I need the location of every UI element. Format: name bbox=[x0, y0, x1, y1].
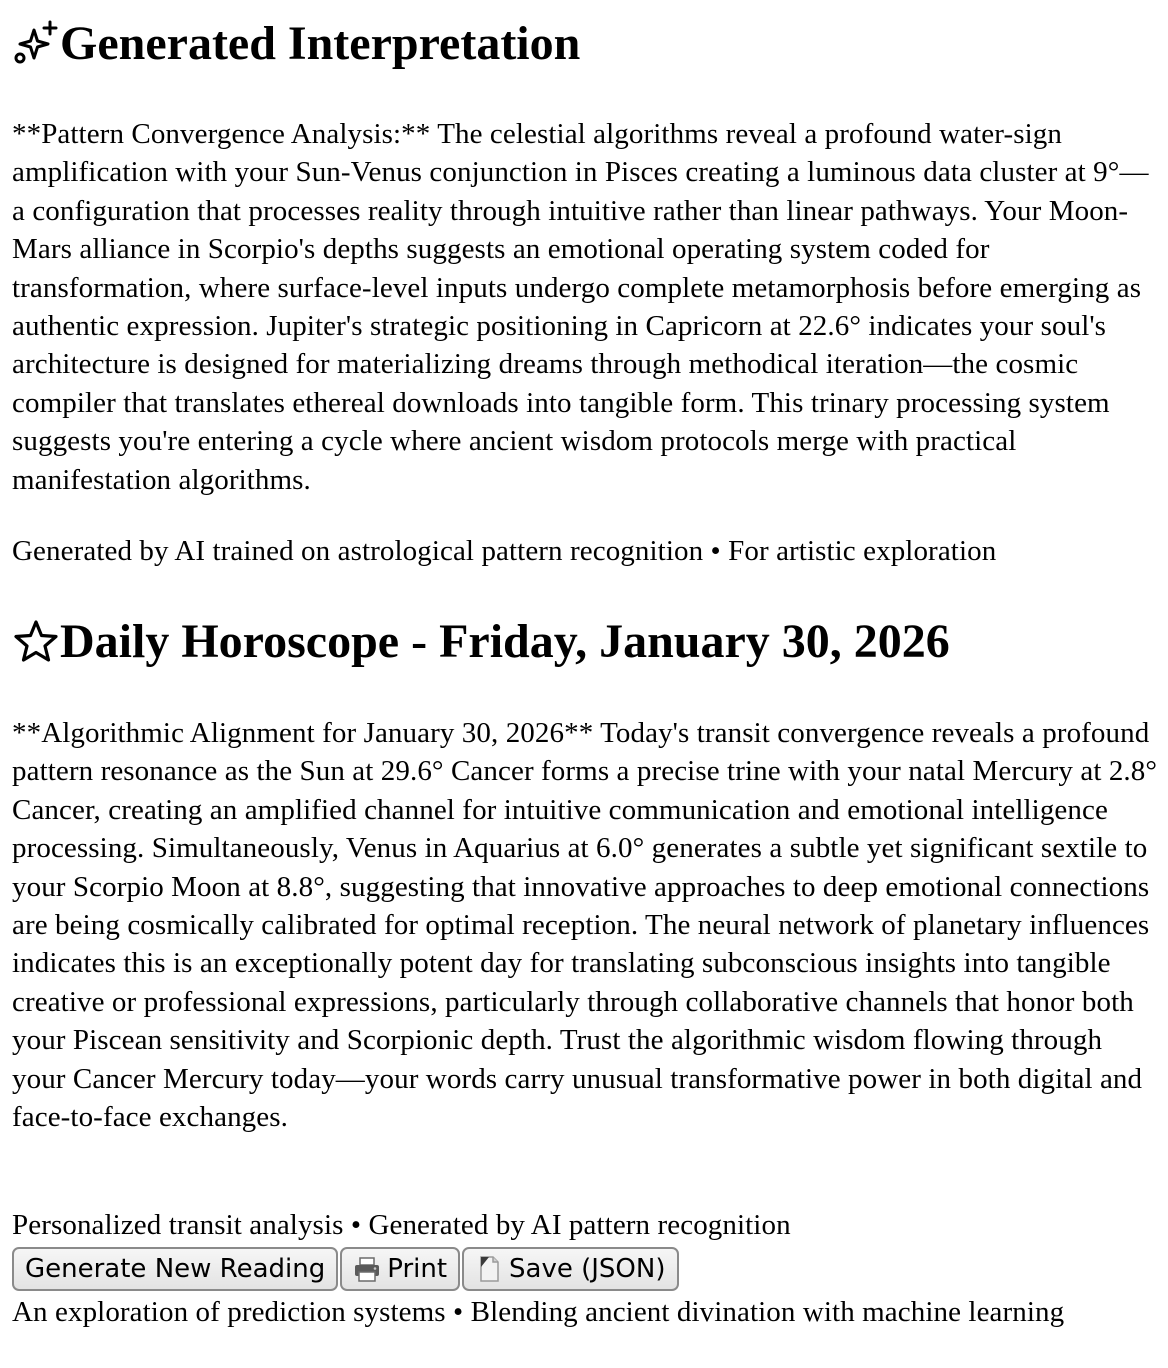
interpretation-note: Generated by AI trained on astrological pattern recognition • For artistic exploration bbox=[12, 535, 997, 567]
printer-icon bbox=[353, 1255, 381, 1283]
horoscope-heading bbox=[12, 614, 950, 670]
footer-text: An exploration of prediction systems • Blending ancient divination with machine learning bbox=[12, 1296, 1065, 1328]
horoscope-title: Daily Horoscope - Friday, January 30, 2026 bbox=[60, 615, 950, 668]
generate-reading-button[interactable] bbox=[12, 1247, 338, 1291]
interpretation-text: **Pattern Convergence Analysis:** The celestial algorithms reveal a profound water-sign amplification with your Sun-Venus conjunction in Pisces creating a luminous data cluster at 9°—a configuration that processes reality through intuitive rather than linear pathways. Your Moon-Mars alliance in Scorpio's depths suggests an emotional operating system coded for transformation, where surface-level inputs undergo complete metamorphosis before emerging as authentic expression. Jupiter's strategic positioning in Capricorn at 22.6° indicates your soul's architecture is designed for materializing dreams through methodical iteration—the cosmic compiler that translates ethereal downloads into tangible form. This trinary processing system suggests you're entering a cycle where ancient wisdom protocols merge with practical manifestation algorithms. bbox=[12, 118, 1149, 496]
sparkle-icon bbox=[12, 20, 60, 68]
save-json-label: Save (JSON) bbox=[509, 1254, 666, 1284]
horoscope-text: **Algorithmic Alignment for January 30, 2026** Today's transit convergence reveals a profound pattern resonance as the Sun at 29.6° Cancer forms a precise trine with your natal Mercury at 2.8° Cancer, creating an amplified channel for intuitive communication and emotional intelligence processing. Simultaneously, Venus in Aquarius at 6.0° generates a subtle yet significant sextile to your Scorpio Moon at 8.8°, suggesting that innovative approaches to deep emotional connections are being cosmically calibrated for optimal reception. The neural network of planetary influences indicates this is an exceptionally potent day for translating subconscious insights into tangible creative or professional expressions, particularly through collaborative channels that honor both your Piscean sensitivity and Scorpionic depth. Trust the algorithmic wisdom flowing through your Cancer Mercury today—your words carry unusual transformative power in both digital and face-to-face exchanges. bbox=[12, 717, 1158, 1134]
save-json-button[interactable] bbox=[462, 1247, 678, 1291]
print-label: Print bbox=[387, 1254, 448, 1284]
document-icon bbox=[475, 1255, 503, 1283]
horoscope-note: Personalized transit analysis • Generated by AI pattern recognition bbox=[12, 1209, 791, 1241]
generate-reading-label: Generate New Reading bbox=[25, 1254, 326, 1284]
star-icon bbox=[12, 618, 60, 666]
print-button[interactable] bbox=[340, 1247, 460, 1291]
interpretation-title: Generated Interpretation bbox=[60, 17, 581, 70]
interpretation-heading bbox=[12, 16, 580, 72]
action-buttons bbox=[12, 1247, 679, 1291]
